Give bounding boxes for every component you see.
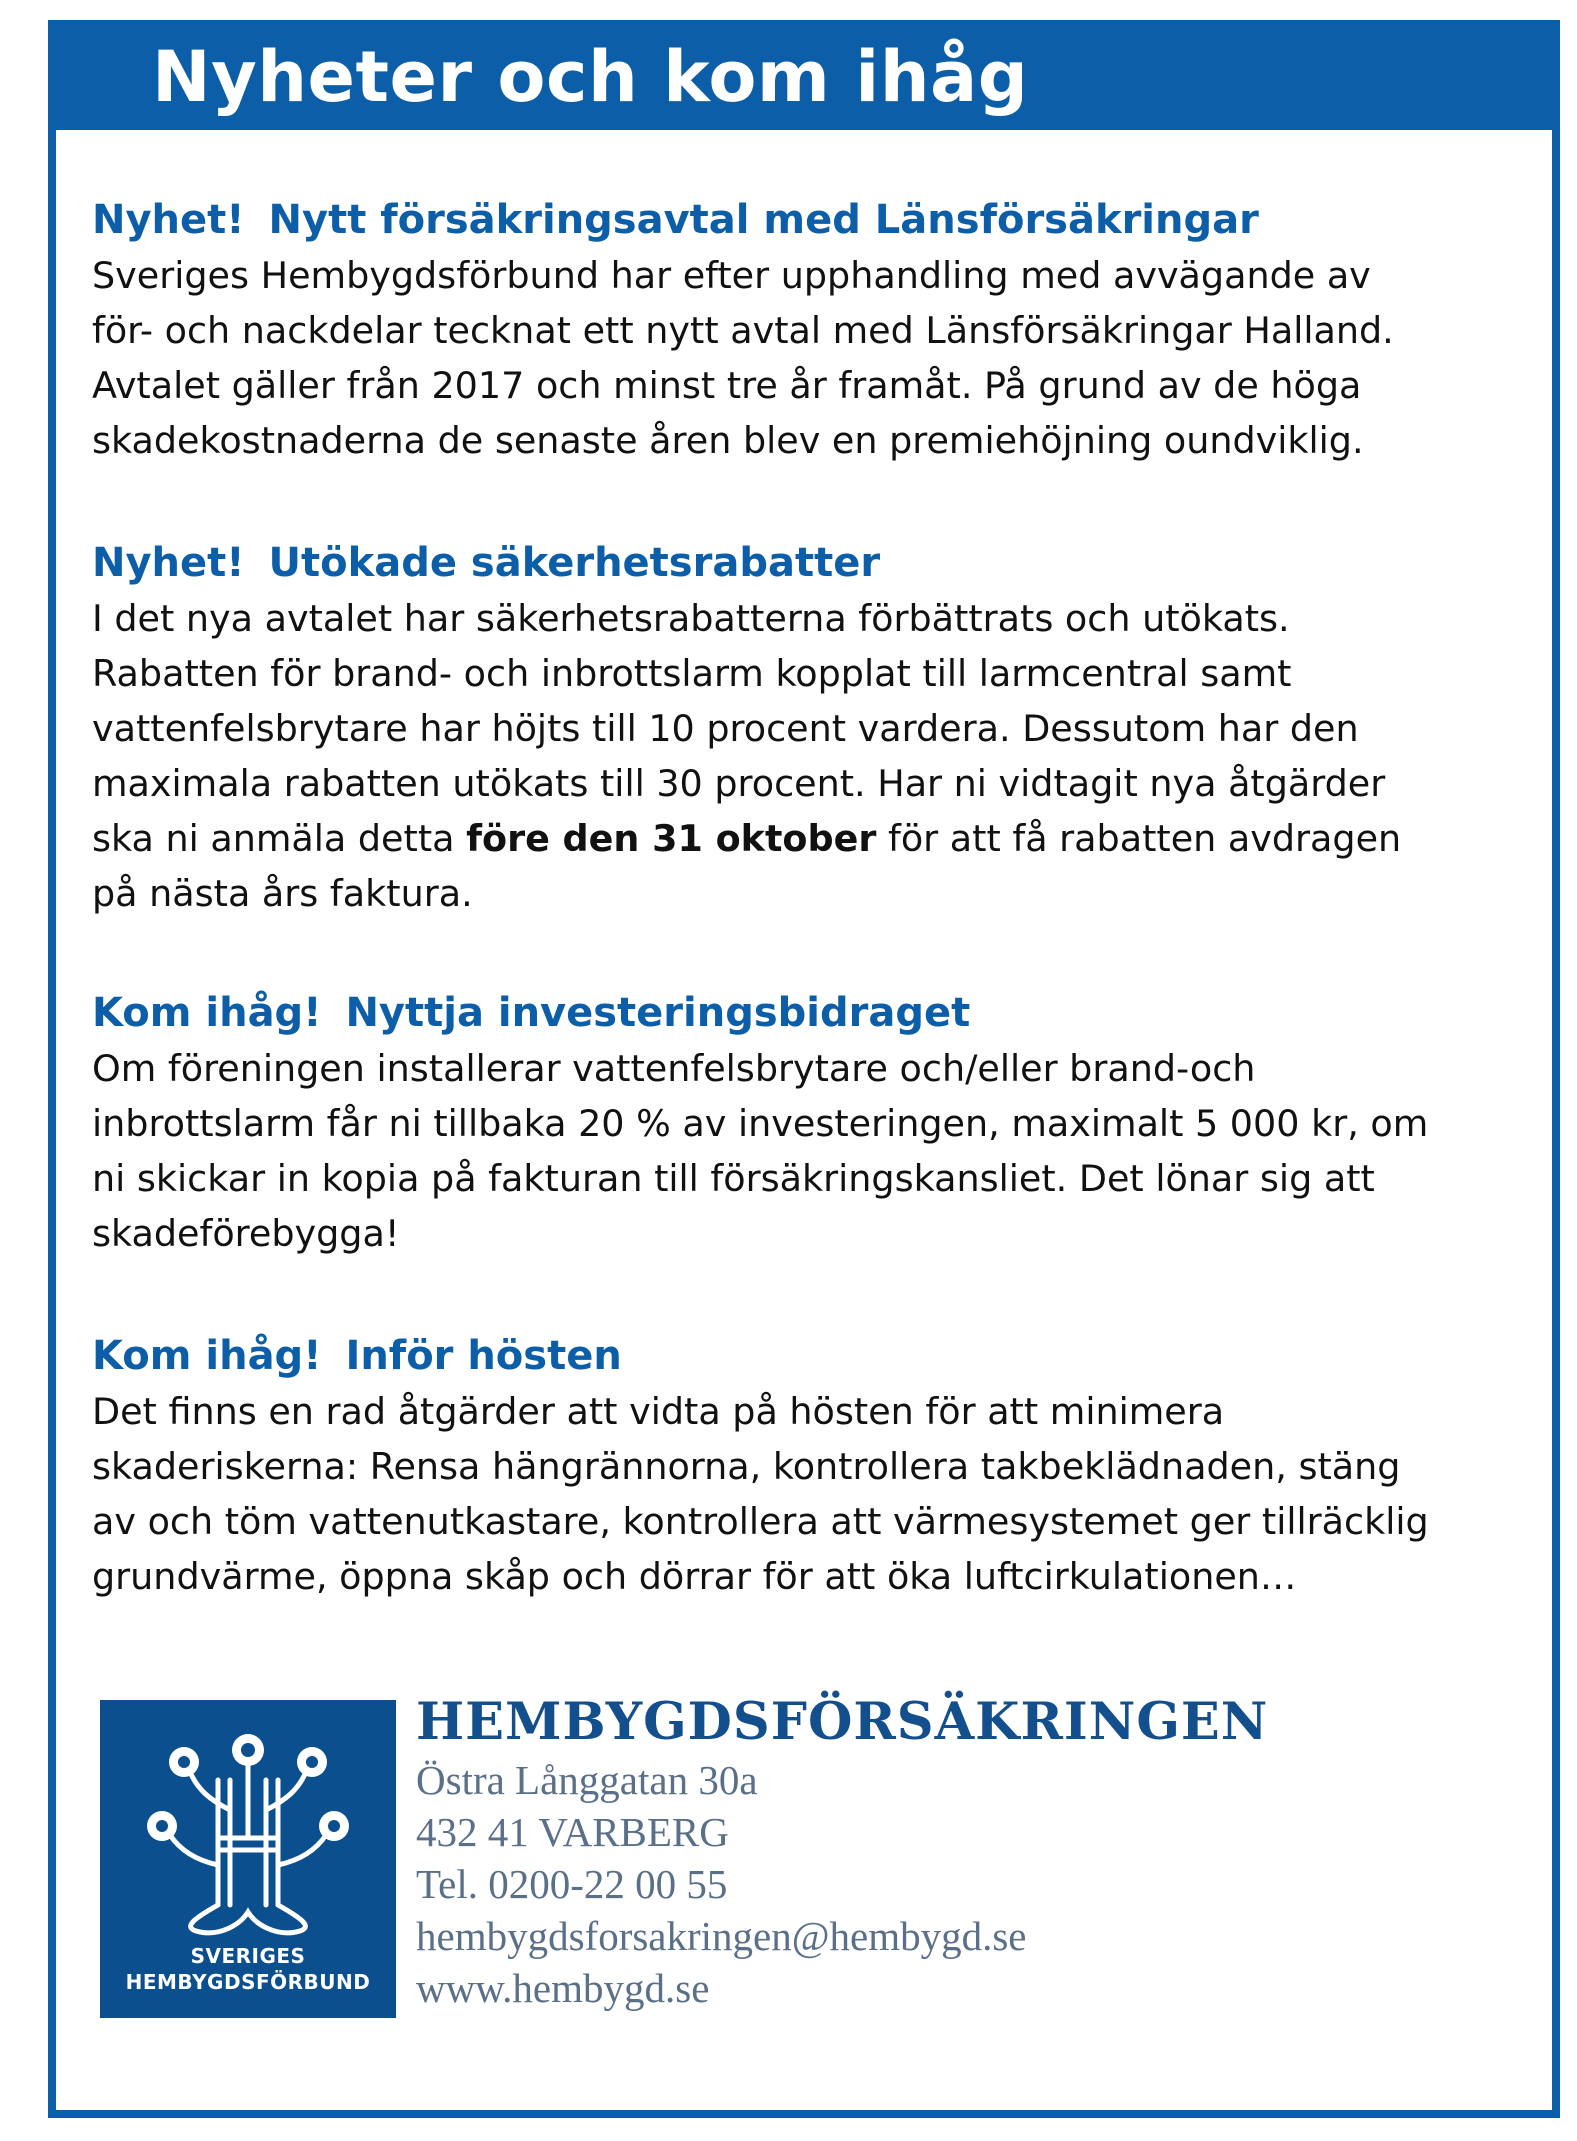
news-section-2 xyxy=(92,535,1462,921)
section-heading xyxy=(92,192,1462,248)
deadline-text: före den 31 oktober xyxy=(466,817,877,860)
body-line: grundvärme, öppna skåp och dörrar för att öka luftcirkulationen… xyxy=(92,1555,1297,1598)
section-body xyxy=(92,248,1462,468)
section-title: Nytt försäkringsavtal med Länsförsäkringar xyxy=(268,197,1259,243)
body-text: för att få rabatten avdragen xyxy=(876,817,1402,860)
body-line: på nästa års faktura. xyxy=(92,872,473,915)
body-line: skadekostnaderna de senaste åren blev en premiehöjning oundviklig. xyxy=(92,419,1364,462)
body-line: för- och nackdelar tecknat ett nytt avtal med Länsförsäkringar Halland. xyxy=(92,309,1394,352)
postal-address: 432 41 VARBERG xyxy=(416,1809,729,1855)
section-body xyxy=(92,591,1462,921)
body-line: skaderiskerna: Rensa hängrännorna, kontrollera takbeklädnaden, stäng xyxy=(92,1445,1401,1488)
section-heading xyxy=(92,985,1462,1041)
body-line: I det nya avtalet har säkerhetsrabatterna förbättrats och utökats. xyxy=(92,597,1290,640)
org-name: HEMBYGDSFÖRSÄKRINGEN xyxy=(416,1692,1269,1752)
body-text: ska ni anmäla detta xyxy=(92,817,467,860)
body-line: Det finns en rad åtgärder att vidta på hösten för att minimera xyxy=(92,1390,1225,1433)
logo-caption: SVERIGES xyxy=(190,1944,306,1968)
body-line: Avtalet gäller från 2017 och minst tre år framåt. På grund av de höga xyxy=(92,364,1362,407)
body-line: av och töm vattenutkastare, kontrollera att värmesystemet ger tillräcklig xyxy=(92,1500,1429,1543)
email-link[interactable]: hembygdsforsakringen@hembygd.se xyxy=(416,1913,1027,1959)
news-section-4 xyxy=(92,1328,1462,1604)
section-body xyxy=(92,1041,1462,1261)
news-section-1 xyxy=(92,192,1462,468)
section-prefix: Kom ihåg! xyxy=(92,990,322,1036)
section-prefix: Kom ihåg! xyxy=(92,1333,322,1379)
hembygdsforbund-logo xyxy=(100,1700,396,2018)
phone-number: Tel. 0200-22 00 55 xyxy=(416,1861,728,1907)
news-section-3 xyxy=(92,985,1462,1261)
page-title: Nyheter och kom ihåg xyxy=(152,36,1029,118)
section-heading xyxy=(92,1328,1462,1384)
body-line: maximala rabatten utökats till 30 procent. Har ni vidtagit nya åtgärder xyxy=(92,762,1386,805)
body-line xyxy=(92,811,1462,866)
street-address: Östra Långgatan 30a xyxy=(416,1757,758,1803)
body-line: skadeförebygga! xyxy=(92,1212,400,1255)
website-link[interactable]: www.hembygd.se xyxy=(416,1965,710,2011)
section-title: Utökade säkerhetsrabatter xyxy=(268,540,881,586)
section-prefix: Nyhet! xyxy=(92,540,245,586)
body-line: vattenfelsbrytare har höjts till 10 procent vardera. Dessutom har den xyxy=(92,707,1359,750)
body-line: inbrottslarm får ni tillbaka 20 % av investeringen, maximalt 5 000 kr, om xyxy=(92,1102,1429,1145)
logo-caption: HEMBYGDSFÖRBUND xyxy=(125,1970,371,1994)
section-title: Inför hösten xyxy=(345,1333,622,1379)
body-line: Sveriges Hembygdsförbund har efter upphandling med avvägande av xyxy=(92,254,1371,297)
body-line: Om föreningen installerar vattenfelsbrytare och/eller brand-och xyxy=(92,1047,1256,1090)
tree-h-emblem-icon xyxy=(100,1700,396,1940)
contact-block xyxy=(416,1690,1416,2014)
section-title: Nyttja investeringsbidraget xyxy=(345,990,971,1036)
section-prefix: Nyhet! xyxy=(92,197,245,243)
header-band xyxy=(56,28,1552,130)
body-line: ni skickar in kopia på fakturan till försäkringskansliet. Det lönar sig att xyxy=(92,1157,1375,1200)
body-line: Rabatten för brand- och inbrottslarm kopplat till larmcentral samt xyxy=(92,652,1292,695)
section-body xyxy=(92,1384,1462,1604)
section-heading xyxy=(92,535,1462,591)
